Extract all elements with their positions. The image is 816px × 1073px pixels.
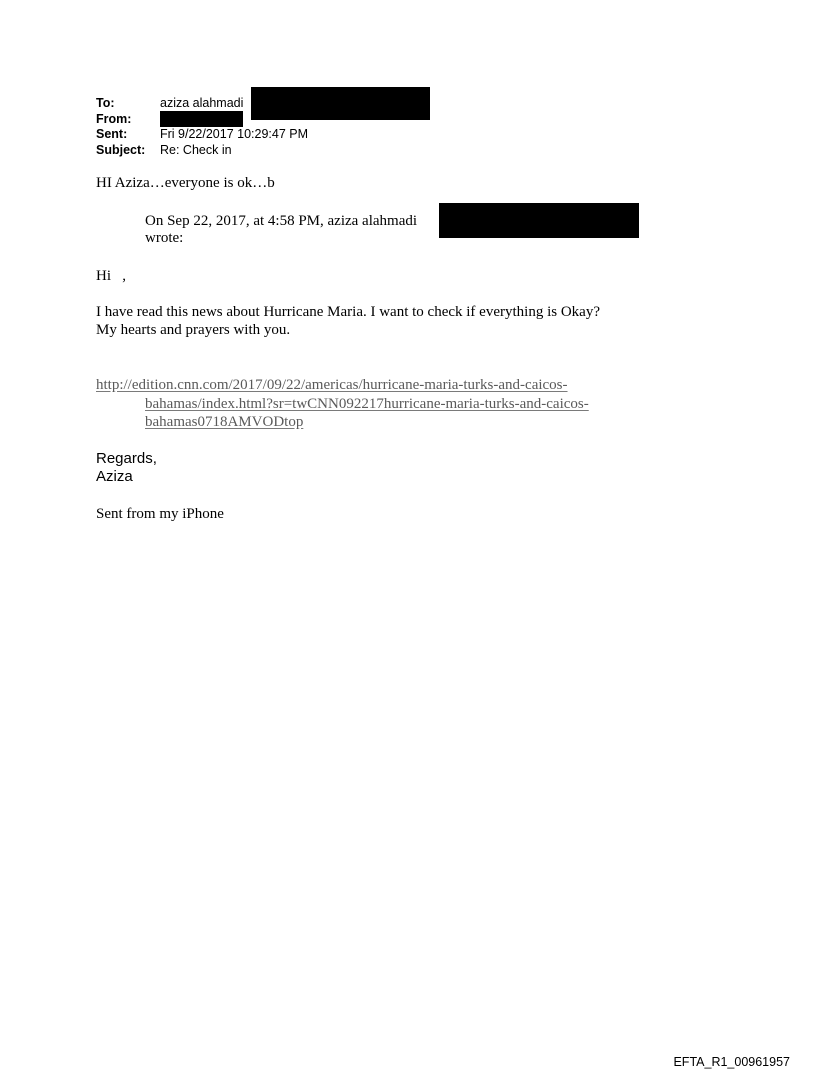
to-label: To: [96, 96, 115, 110]
sent-label: Sent: [96, 127, 128, 141]
closing: Regards, [96, 450, 157, 467]
news-link-line-2[interactable]: bahamas/index.html?sr=twCNN092217hurricane-maria-turks-and-caicos- [145, 396, 589, 412]
message-line-1: I have read this news about Hurricane Maria. I want to check if everything is Okay? [96, 304, 600, 320]
quote-line-1: On Sep 22, 2017, at 4:58 PM, aziza alahmadi [145, 213, 418, 229]
news-link-line-1[interactable]: http://edition.cnn.com/2017/09/22/americas/hurricane-maria-turks-and-caicos- [96, 377, 568, 393]
signature: Aziza [96, 468, 133, 485]
redaction-quote-email [439, 203, 639, 238]
reply-line: HI Aziza…everyone is ok…b [96, 175, 275, 191]
subject-value: Re: Check in [160, 142, 232, 157]
news-link-line-3[interactable]: bahamas0718AMVODtop [145, 414, 304, 430]
document-id: EFTA_R1_00961957 [673, 1055, 790, 1069]
message-line-2: My hearts and prayers with you. [96, 322, 291, 338]
redaction-to-email [251, 87, 430, 120]
from-label: From: [96, 111, 132, 126]
sent-value: Fri 9/22/2017 10:29:47 PM [160, 127, 309, 141]
subject-label: Subject: [96, 142, 146, 157]
to-value: aziza alahmadi [160, 96, 244, 110]
quote-line-2: wrote: [145, 230, 184, 246]
sent-from-line: Sent from my iPhone [96, 506, 224, 522]
greeting: Hi , [96, 268, 126, 284]
redaction-from-sender [160, 111, 243, 127]
